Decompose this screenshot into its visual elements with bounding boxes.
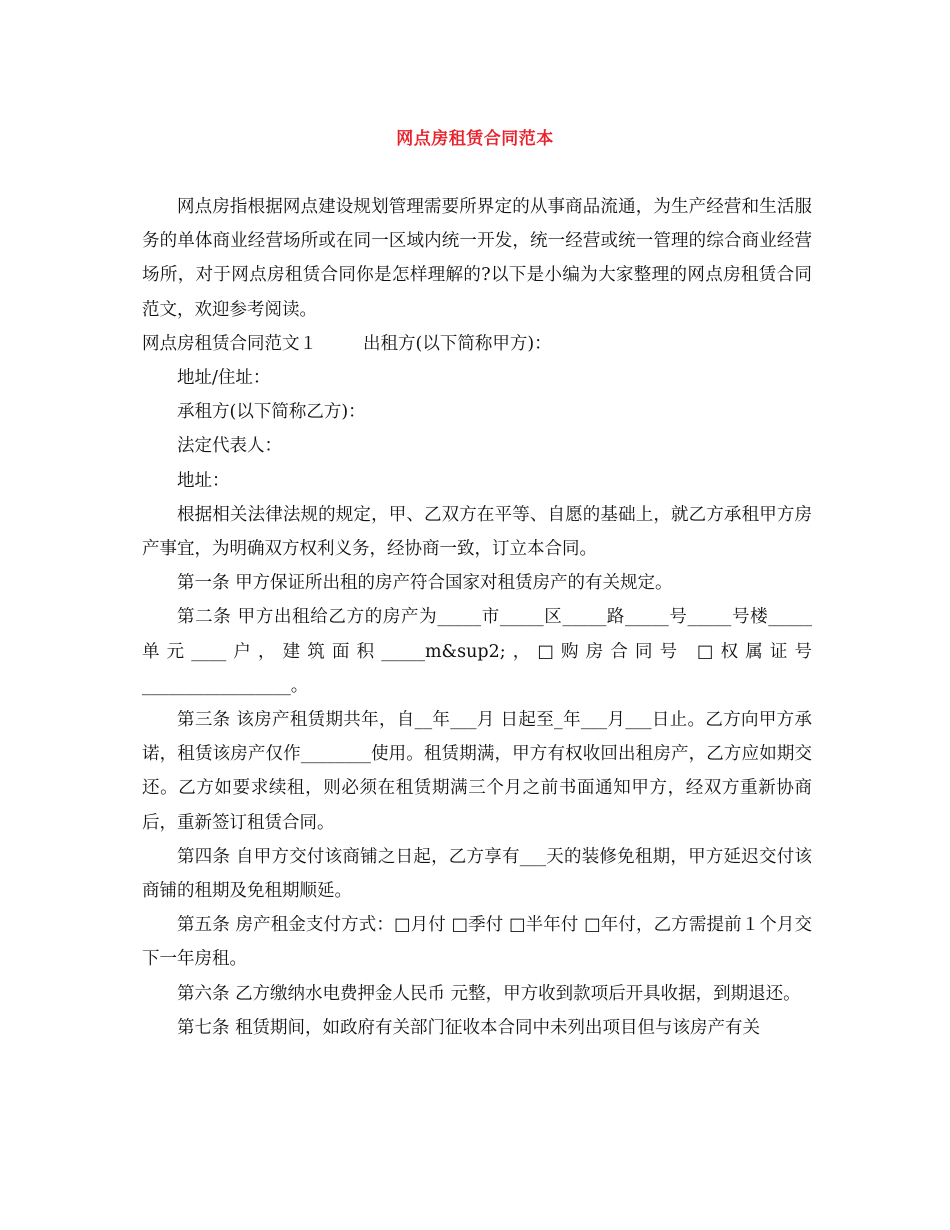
- intro-paragraph: 网点房指根据网点建设规划管理需要所界定的从事商品流通，为生产经营和生活服务的单体商业经营场所或在同一区域内统一开发，统一经营或统一管理的综合商业经营场所，对于网点房租赁合同你是怎样理解的?以下是小编为大家整理的网点房租赁合同范文，欢迎参考阅读。: [142, 197, 812, 320]
- article-4: 第四条 自甲方交付该商铺之日起，乙方享有___天的装修免租期，甲方延迟交付该商铺的租期及免租期顺延。: [142, 846, 812, 902]
- document-body: [142, 190, 812, 1045]
- lessee-label: 承租方(以下简称乙方)：: [177, 402, 366, 423]
- legal-rep-label: 法定代表人：: [177, 436, 282, 457]
- section-line: [142, 327, 812, 361]
- section-title: 网点房租赁合同范文１: [142, 333, 317, 354]
- lessor-label: 出租方(以下简称甲方)：: [363, 333, 552, 354]
- address-label-2: 地址：: [177, 470, 230, 491]
- article-1: 第一条 甲方保证所出租的房产符合国家对租赁房产的有关规定。: [177, 573, 673, 594]
- article-5: 第五条 房产租金支付方式：□月付 □季付 □半年付 □年付，乙方需提前１个月交下一年房租。: [142, 915, 812, 970]
- address-label: 地址/住址：: [177, 368, 271, 389]
- article-3: 第三条 该房产租赁期共年，自__年___月 日起至_年___月___日止。乙方向甲方承诺，租赁该房产仅作________使用。租赁期满，甲方有权收回出租房产，乙方应如期交还。乙方如要求续租，则必须在租赁期满三个月之前书面通知甲方，经双方重新协商后，重新签订租赁合同。: [142, 710, 812, 833]
- document-title: 网点房租赁合同范本: [396, 129, 554, 149]
- preamble-paragraph: 根据相关法律法规的规定，甲、乙双方在平等、自愿的基础上，就乙方承租甲方房产事宜，为明确双方权利义务，经协商一致，订立本合同。: [142, 504, 812, 560]
- article-2: 第二条 甲方出租给乙方的房产为_____市_____区_____路_____号_____号楼_____单元____户，建筑面积_____m&sup2;，□购房合同号 □权属证号_________________。: [142, 607, 812, 696]
- article-7: 第七条 租赁期间，如政府有关部门征收本合同中未列出项目但与该房产有关: [177, 1017, 761, 1038]
- article-6: 第六条 乙方缴纳水电费押金人民币 元整，甲方收到款项后开具收据，到期退还。: [177, 983, 801, 1004]
